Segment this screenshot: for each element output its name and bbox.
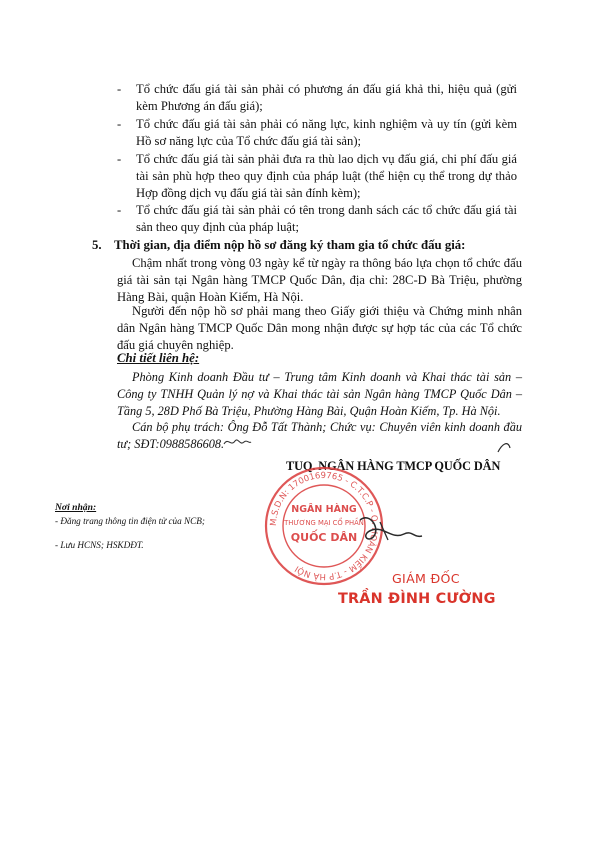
bullet-dash: - [117, 203, 122, 217]
seal-line-1: NGÂN HÀNG [291, 504, 357, 515]
section-number: 5. [92, 238, 102, 252]
criteria-text: Tổ chức đấu giá tài sản phải có năng lực, kinh nghiệm và uy tín (gửi kèm Hồ sơ năng lực của Tổ chức đấu giá tài sản); [136, 117, 517, 148]
contact-officer [117, 419, 522, 453]
contact-heading: Chi tiết liên hệ: [117, 351, 200, 365]
signer-name: TRẦN ĐÌNH CƯỜNG [338, 591, 496, 607]
criteria-item [117, 116, 517, 150]
seal-ring-text: M.S.D.N: 1700169765 - C.T.C.P - Q. HOÀN KIẾM - T.P HÀ NỘI [268, 470, 380, 582]
paragraph-text: Chậm nhất trong vòng 03 ngày kể từ ngày ra thông báo lựa chọn tổ chức đấu giá tài sản tại Ngân hàng TMCP Quốc Dân, địa chỉ: 28C-D Bà Triệu, phường Hàng Bài, quận Hoàn Kiếm, Hà Nội. [117, 256, 522, 304]
section-title: Thời gian, địa điểm nộp hồ sơ đăng ký tham gia tổ chức đấu giá: [114, 238, 466, 252]
contact-address-text: Phòng Kinh doanh Đầu tư – Trung tâm Kinh doanh và Khai thác tài sản – Công ty TNHH Quản lý nợ và Khai thác tài sản Ngân hàng TMCP Quốc Dân – Tầng 5, 28D Phố Bà Triệu, Phường Hàng Bài, Quận Hoàn Kiếm, Tp. Hà Nội. [117, 370, 522, 418]
criteria-text: Tổ chức đấu giá tài sản phải có phương án đấu giá khả thi, hiệu quả (gửi kèm Phương án đấu giá); [136, 82, 517, 113]
recipients-heading: Nơi nhận: [55, 502, 97, 513]
signer-title: GIÁM ĐỐC [392, 571, 460, 586]
criteria-item [117, 151, 517, 202]
recipient-item: - Đăng trang thông tin điện tử của NCB; [55, 516, 205, 526]
contact-address [117, 369, 522, 420]
initials-mark [222, 435, 252, 449]
seal-line-2: THƯƠNG MẠI CỔ PHẦN [284, 519, 364, 527]
bullet-dash: - [117, 82, 122, 96]
bullet-dash: - [117, 152, 122, 166]
company-seal [262, 450, 482, 590]
criteria-text: Tổ chức đấu giá tài sản phải đưa ra thù lao dịch vụ đấu giá, chi phí đấu giá tài sản phù hợp theo quy định của pháp luật (thể hiện cụ thể trong dự thảo Hợp đồng dịch vụ đấu giá tài sản đính kèm); [136, 152, 517, 200]
paragraph-text: Người đến nộp hồ sơ phải mang theo Giấy giới thiệu và Chứng minh nhân dân Ngân hàng TMCP Quốc Dân mong nhận được sự hợp tác của các Tổ chức đấu giá chuyên nghiệp. [117, 304, 522, 352]
seal-line-3: QUỐC DÂN [290, 531, 358, 544]
contact-officer-text: Cán bộ phụ trách: Ông Đỗ Tất Thành; Chức vụ: Chuyên viên kinh doanh đầu tư; SĐT:0988586608. [117, 420, 522, 451]
recipient-item: - Lưu HCNS; HSKDĐT. [55, 540, 144, 550]
section-5-heading [92, 238, 465, 253]
signer-organization: TUQ. NGÂN HÀNG TMCP QUỐC DÂN [286, 459, 501, 473]
section-5-paragraph-2 [117, 303, 522, 354]
section-5-paragraph-1 [117, 255, 522, 306]
bullet-dash: - [117, 117, 122, 131]
criteria-item [117, 81, 517, 115]
criteria-item [117, 202, 517, 236]
criteria-text: Tổ chức đấu giá tài sản phải có tên trong danh sách các tổ chức đấu giá tài sản theo quy định của pháp luật; [136, 203, 517, 234]
